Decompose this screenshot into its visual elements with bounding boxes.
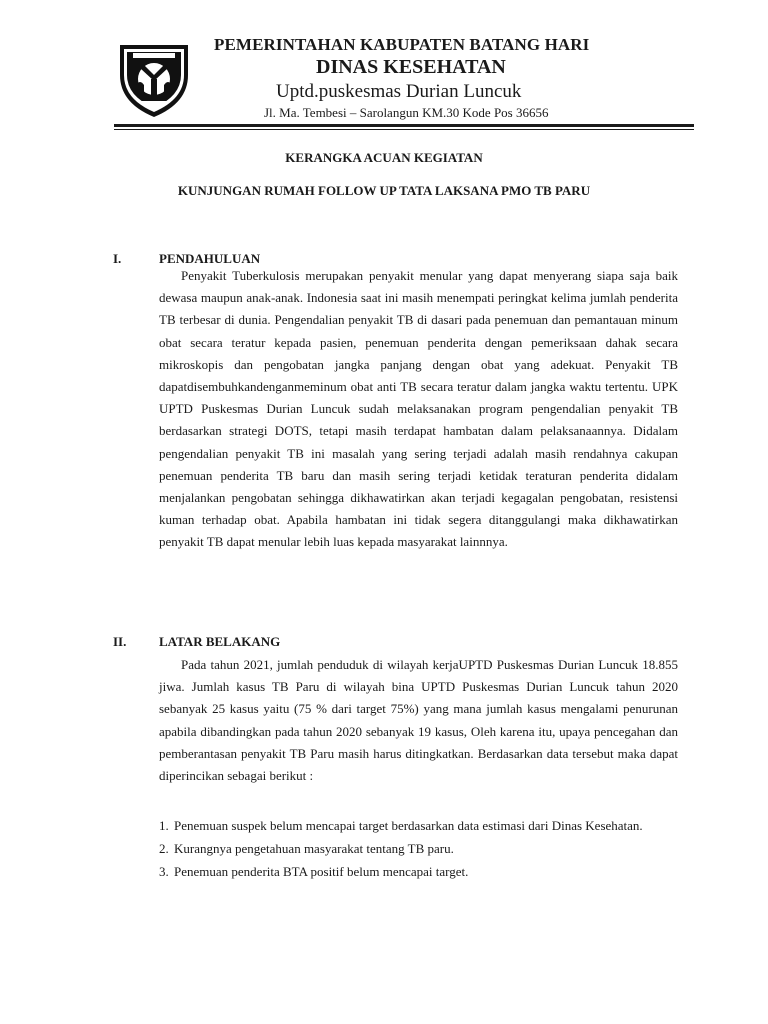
regency-emblem-icon <box>116 39 192 119</box>
letterhead-government: PEMERINTAHAN KABUPATEN BATANG HARI <box>214 35 590 54</box>
letterhead-address: Jl. Ma. Tembesi – Sarolangun KM.30 Kode Pos 36656 <box>264 105 549 120</box>
list-number: 2. <box>159 841 169 856</box>
section-title: PENDAHULUAN <box>159 251 261 266</box>
list-number: 1. <box>159 818 169 833</box>
letterhead-divider-thick <box>114 124 694 127</box>
list-text: Penemuan penderita BTA positif belum mencapai target. <box>174 864 469 879</box>
letterhead <box>214 34 674 122</box>
list-text: Penemuan suspek belum mencapai target berdasarkan data estimasi dari Dinas Kesehatan. <box>174 818 643 833</box>
list-item <box>159 837 678 860</box>
letterhead-divider-thin <box>114 129 694 130</box>
list-text: Kurangnya pengetahuan masyarakat tentang TB paru. <box>174 841 454 856</box>
section-number: I. <box>113 251 122 266</box>
list-item <box>159 860 678 883</box>
document-subtitle: KUNJUNGAN RUMAH FOLLOW UP TATA LAKSANA PMO TB PARU <box>177 183 591 198</box>
section-number: II. <box>113 634 127 649</box>
letterhead-agency: DINAS KESEHATAN <box>316 56 506 78</box>
problem-list <box>159 814 678 883</box>
list-item <box>159 814 678 837</box>
section-heading-latar-belakang <box>113 634 280 650</box>
document-title: KERANGKA ACUAN KEGIATAN <box>285 150 483 165</box>
section-body-pendahuluan: Penyakit Tuberkulosis merupakan penyakit menular yang dapat menyerang siapa saja baik dewasa maupun anak-anak. Indonesia saat ini masih menempati peringkat kelima jumlah penderita TB terbesar di dunia. Pengendalian penyakit TB di dasari pada penemuan dan pemantauan minum obat secara teratur kepada pasien, penemuan penderita dengan pemeriksaan dahak secara mikroskopis dan pengobatan jangka panjang dengan obat yang adekuat. Penyakit TB dapatdisembuhkandenganmeminum obat anti TB secara teratur dalam jangka waktu tertentu. UPK UPTD Puskesmas Durian Luncuk sudah melaksanakan program pengendalian penyakit TB berdasarkan strategi DOTS, tetapi masih terdapat hambatan dalam pelaksanaannya. Didalam pengendalian penyakit TB ini masalah yang sering terjadi adalah masih rendahnya cakupan penemuan penderita TB baru dan masih sering terjadi ketidak teraturan penderita didalam menjalankan pengobatan sehingga dikhawatirkan akan terjadi kegagalan pengobatan, resistensi kuman terhadap obat. Apabila hambatan ini tidak segera ditanggulangi maka dikhawatirkan penyakit TB dapat menular lebih luas kepada masyarakat lainnnya. <box>159 268 678 550</box>
list-number: 3. <box>159 864 169 879</box>
section-body-latar-belakang: Pada tahun 2021, jumlah penduduk di wilayah kerjaUPTD Puskesmas Durian Luncuk 18.855 jiwa. Jumlah kasus TB Paru di wilayah bina UPTD Puskesmas Durian Luncuk tahun 2020 sebanyak 25 kasus yaitu (75 % dari target 75%) yang mana jumlah kasus mengalami penurunan apabila dibandingkan pada tahun 2020 sebanyak 19 kasus, Oleh karena itu, upaya pencegahan dan pemberantasan penyakit TB Paru masih harus ditingkatkan. Berdasarkan data tersebut maka dapat diperincikan sebagai berikut : <box>159 657 678 784</box>
letterhead-unit: Uptd.puskesmas Durian Luncuk <box>276 81 522 102</box>
section-title: LATAR BELAKANG <box>159 634 281 649</box>
